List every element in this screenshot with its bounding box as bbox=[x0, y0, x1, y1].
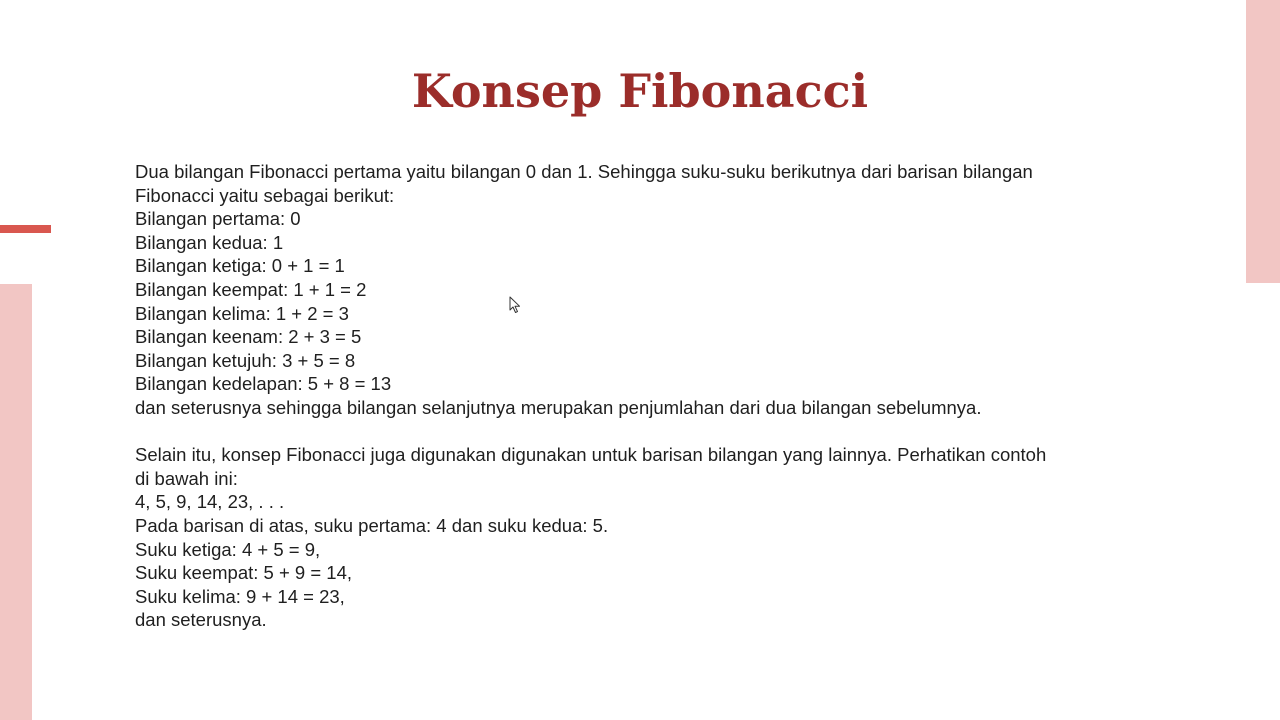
fibonacci-item: Bilangan pertama: 0 bbox=[135, 208, 301, 230]
decorative-left-bar bbox=[0, 284, 32, 720]
example-line: Pada barisan di atas, suku pertama: 4 dan suku kedua: 5. bbox=[135, 514, 609, 536]
decorative-right-bar bbox=[1246, 0, 1280, 283]
mouse-pointer-icon bbox=[509, 296, 521, 314]
example-line: Suku kelima: 9 + 14 = 23, bbox=[135, 585, 345, 607]
paragraph2-closing: dan seterusnya. bbox=[135, 609, 267, 631]
paragraph1-intro-line1: Dua bilangan Fibonacci pertama yaitu bilangan 0 dan 1. Sehingga suku-suku berikutnya dari barisan bilangan bbox=[135, 161, 1033, 182]
slide-title: Konsep Fibonacci bbox=[411, 64, 869, 118]
decorative-accent-line bbox=[0, 225, 51, 233]
fibonacci-item: Bilangan kedua: 1 bbox=[135, 231, 284, 253]
fibonacci-item: Bilangan ketiga: 0 + 1 = 1 bbox=[135, 255, 345, 277]
fibonacci-item: Bilangan kelima: 1 + 2 = 3 bbox=[135, 302, 349, 324]
fibonacci-item: Bilangan keenam: 2 + 3 = 5 bbox=[135, 326, 362, 348]
fibonacci-item: Bilangan ketujuh: 3 + 5 = 8 bbox=[135, 349, 356, 371]
paragraph1-closing: dan seterusnya sehingga bilangan selanjutnya merupakan penjumlahan dari dua bilangan sebelumnya. bbox=[135, 396, 982, 418]
slide-body bbox=[135, 160, 1175, 632]
paragraph2-intro-line1: Selain itu, konsep Fibonacci juga digunakan digunakan untuk barisan bilangan yang lainnya. Perhatikan contoh bbox=[135, 444, 1047, 466]
paragraph1-intro-line2: Fibonacci yaitu sebagai berikut: bbox=[135, 184, 395, 206]
example-sequence: 4, 5, 9, 14, 23, . . . bbox=[135, 491, 285, 513]
paragraph2-intro-line2: di bawah ini: bbox=[135, 467, 238, 489]
fibonacci-item: Bilangan kedelapan: 5 + 8 = 13 bbox=[135, 373, 392, 395]
fibonacci-item: Bilangan keempat: 1 + 1 = 2 bbox=[135, 278, 367, 300]
example-line: Suku keempat: 5 + 9 = 14, bbox=[135, 562, 353, 584]
paragraph-gap bbox=[135, 420, 1175, 444]
example-line: Suku ketiga: 4 + 5 = 9, bbox=[135, 538, 321, 560]
